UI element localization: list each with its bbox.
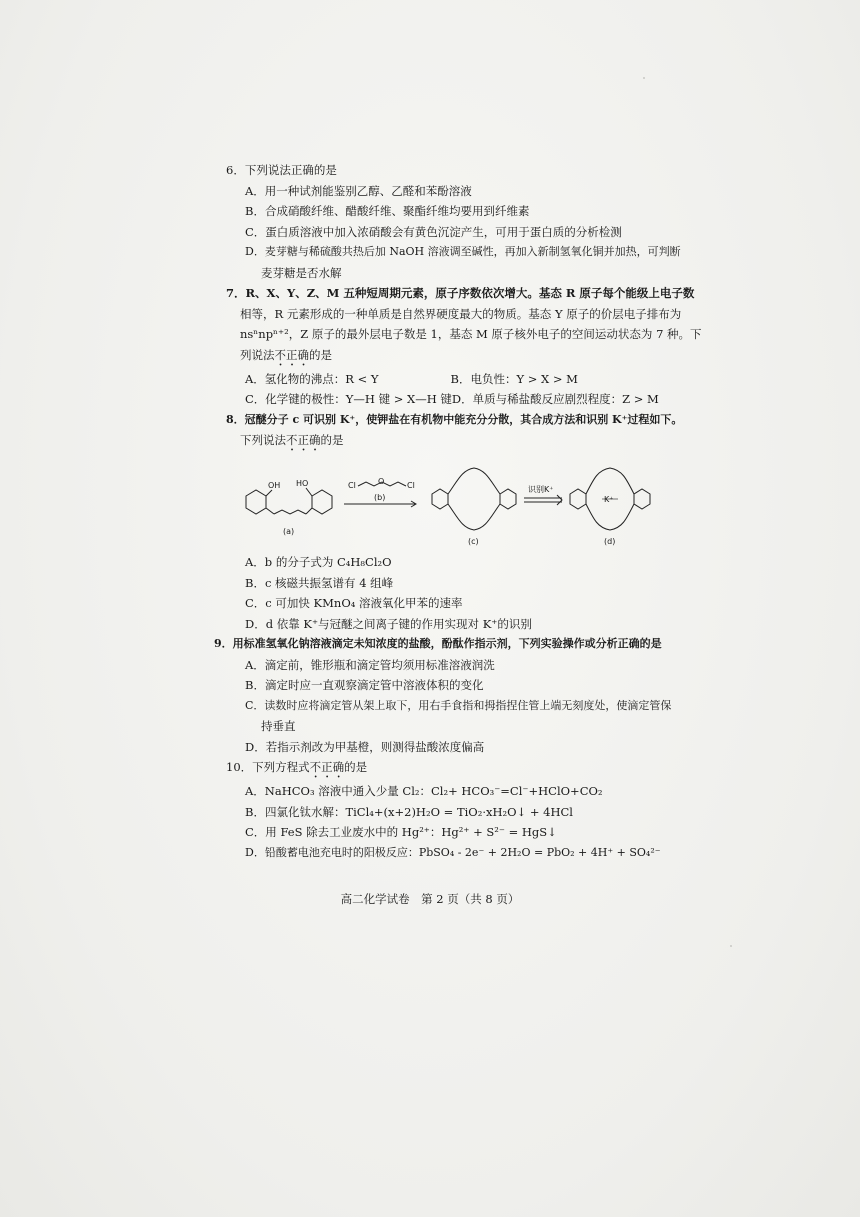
q7-stem-line1: 7．R、X、Y、Z、M 五种短周期元素，原子序数依次增大。基态 R 原子每个能级上电子数 bbox=[226, 286, 695, 300]
q8-option-c: C．c 可加快 KMnO₄ 溶液氧化甲苯的速率 bbox=[245, 596, 463, 610]
benzene-ring-d1 bbox=[570, 489, 586, 509]
q8-option-a: A．b 的分子式为 C₄H₈Cl₂O bbox=[245, 555, 392, 569]
scan-speck bbox=[730, 945, 732, 947]
q9-option-b: B．滴定时应一直观察滴定管中溶液体积的变化 bbox=[245, 678, 484, 692]
q7-option-d: D．单质与稀盐酸反应剧烈程度：Z > M bbox=[451, 392, 659, 406]
label-cl-left: Cl bbox=[348, 481, 356, 490]
label-recognize: 识别K⁺ bbox=[528, 485, 554, 494]
q7-options-row2 bbox=[226, 389, 659, 410]
q7-emphasis: 不正确 bbox=[274, 347, 309, 362]
question-7 bbox=[226, 283, 702, 410]
label-c: (c) bbox=[468, 537, 479, 546]
q9-option-d: D．若指示剂改为甲基橙，则测得盐酸浓度偏高 bbox=[245, 739, 485, 754]
benzene-ring-c1 bbox=[432, 489, 448, 509]
q8-stem-line2 bbox=[226, 430, 656, 454]
label-a: (a) bbox=[283, 527, 295, 536]
q10-emphasis: 不正确 bbox=[309, 760, 345, 774]
q10-option-d: D．铅酸蓄电池充电时的阳极反应：PbSO₄ - 2e⁻ + 2H₂O = PbO₂ + 4H⁺ + SO₄²⁻ bbox=[245, 845, 661, 859]
q7-option-b: B．电负性：Y > X > M bbox=[450, 371, 578, 386]
benzene-ring-c2 bbox=[500, 489, 516, 509]
q9-option-c-cont: 持垂直 bbox=[261, 719, 296, 733]
label-k-plus: K⁺ bbox=[604, 495, 614, 504]
benzene-ring-d2 bbox=[634, 489, 650, 509]
crown-upper-chain bbox=[448, 468, 500, 494]
question-10 bbox=[226, 757, 661, 863]
question-6 bbox=[226, 160, 681, 283]
q6-option-b: B．合成硝酸纤维、醋酸纤维、聚酯纤维均要用到纤维素 bbox=[245, 204, 530, 218]
label-b: (b) bbox=[374, 493, 386, 502]
q6-option-c: C．蛋白质溶液中加入浓硝酸会有黄色沉淀产生，可用于蛋白质的分析检测 bbox=[245, 224, 622, 239]
q6-stem: 6．下列说法正确的是 bbox=[226, 163, 337, 177]
crown-lower-chain bbox=[448, 504, 500, 530]
question-8 bbox=[226, 410, 683, 635]
q10-stem-text: 10．下列方程式 bbox=[226, 760, 310, 774]
crown-d-upper bbox=[586, 468, 634, 494]
q6-option-d-cont: 麦芽糖是否水解 bbox=[261, 265, 342, 280]
q9-option-c: C．读数时应将滴定管从架上取下，用右手食指和拇指捏住管上端无刻度处，使滴定管保 bbox=[245, 698, 672, 712]
exam-content bbox=[214, 160, 702, 863]
label-o-reagent: O bbox=[378, 477, 385, 486]
q7-option-a: A．氢化物的沸点：R < Y bbox=[245, 371, 379, 386]
q10-stem bbox=[226, 757, 656, 781]
page-footer: 高二化学试卷 第 2 页（共 8 页） bbox=[340, 892, 520, 906]
q10-option-c: C．用 FeS 除去工业废水中的 Hg²⁺：Hg²⁺ + S²⁻ = HgS↓ bbox=[245, 825, 557, 839]
q10-option-a: A．NaHCO₃ 溶液中通入少量 Cl₂：Cl₂+ HCO₃⁻=Cl⁻+HClO+CO₂ bbox=[245, 784, 603, 798]
q8-option-b: B．c 核磁共振氢谱有 4 组峰 bbox=[245, 575, 394, 590]
question-9 bbox=[214, 634, 672, 757]
q8-stem-text-end: 的是 bbox=[320, 433, 344, 447]
q7-stem-text-end: 的是 bbox=[309, 347, 332, 362]
q9-stem: 9．用标准氢氧化钠溶液滴定未知浓度的盐酸，酚酞作指示剂，下列实验操作或分析正确的是 bbox=[214, 637, 662, 650]
crown-d-lower bbox=[586, 504, 634, 530]
benzene-ring-a1 bbox=[246, 490, 266, 514]
q8-stem-line1: 8．冠醚分子 c 可识别 K⁺，使钾盐在有机物中能充分分散，其合成方法和识别 K⁺过程如下。 bbox=[226, 412, 683, 426]
q7-options-row1 bbox=[226, 369, 656, 390]
q7-stem-line2: 相等，R 元素形成的一种单质是自然界硬度最大的物质。基态 Y 原子的价层电子排布为 bbox=[240, 306, 682, 321]
q6-option-d: D．麦芽糖与稀硫酸共热后加 NaOH 溶液调至碱性，再加入新制氢氧化铜并加热，可判断 bbox=[245, 245, 681, 258]
label-cl-right: Cl bbox=[407, 481, 415, 490]
q10-stem-text-end: 的是 bbox=[344, 760, 368, 774]
q7-stem-line4 bbox=[226, 345, 656, 369]
q7-stem-line3: nsⁿnpⁿ⁺²，Z 原子的最外层电子数是 1，基态 M 原子核外电子的空间运动状态为 7 种。下 bbox=[240, 327, 702, 341]
crown-ether-figure bbox=[226, 456, 656, 548]
q7-stem-text: 列说法 bbox=[240, 347, 275, 362]
q8-emphasis: 不正确 bbox=[286, 433, 321, 447]
q7-option-c: C．化学键的极性：Y—H 键 > X—H 键 bbox=[245, 392, 452, 406]
q6-option-a: A．用一种试剂能鉴别乙醇、乙醛和苯酚溶液 bbox=[245, 183, 472, 198]
q8-stem-text: 下列说法 bbox=[240, 433, 286, 447]
benzene-ring-a2 bbox=[312, 490, 332, 514]
scan-speck bbox=[643, 77, 645, 79]
reaction-scheme bbox=[236, 456, 656, 548]
q10-option-b: B．四氯化钛水解：TiCl₄+(x+2)H₂O = TiO₂·xH₂O↓ + 4HCl bbox=[245, 804, 573, 819]
label-oh: OH bbox=[268, 481, 281, 490]
label-ho: HO bbox=[296, 479, 309, 488]
q9-option-a: A．滴定前，锥形瓶和滴定管均须用标准溶液润洗 bbox=[245, 657, 495, 672]
label-d: (d) bbox=[604, 537, 616, 546]
q8-option-d: D．d 依靠 K⁺与冠醚之间离子键的作用实现对 K⁺的识别 bbox=[245, 616, 532, 631]
